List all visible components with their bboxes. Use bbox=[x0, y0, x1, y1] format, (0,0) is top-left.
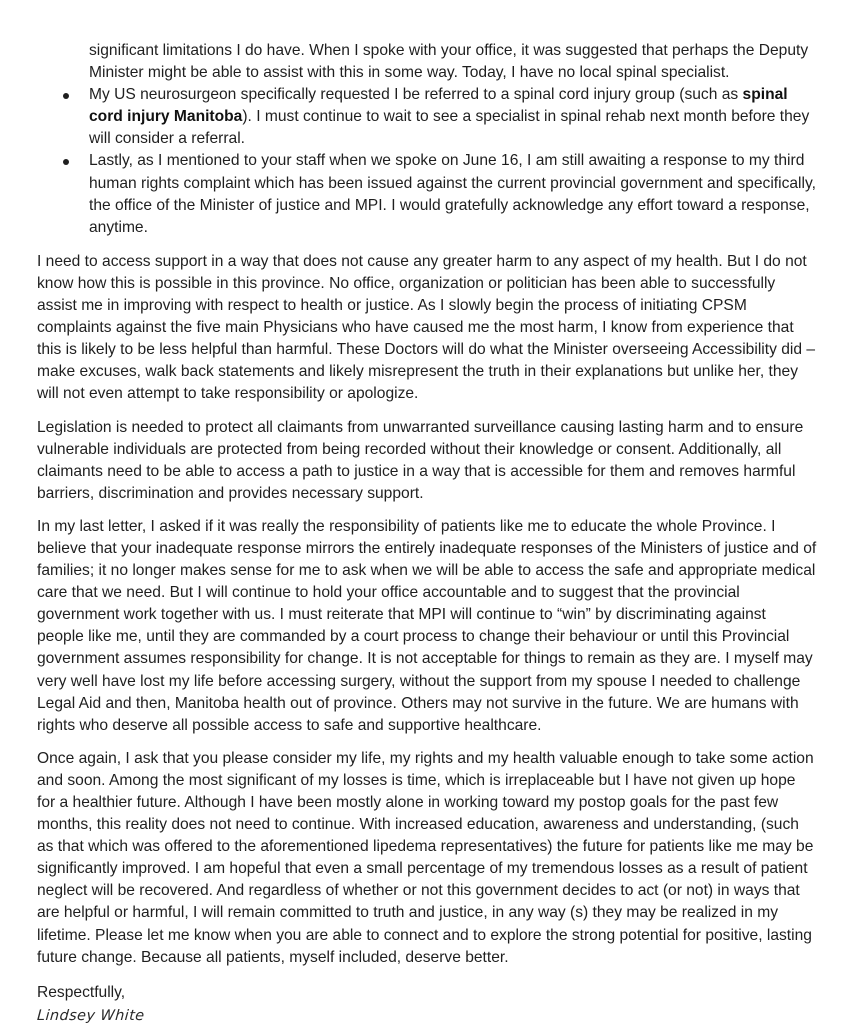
closing-salutation: Respectfully, bbox=[37, 983, 126, 1001]
bullet-item-continuation bbox=[37, 40, 817, 84]
bullet-dot-icon bbox=[63, 93, 69, 99]
signature: Lindsey White bbox=[36, 1007, 146, 1024]
bullet-bold-text: spinal cord injury Manitoba bbox=[89, 86, 788, 126]
bullet-text: My US neurosurgeon specifically requested I be referred to a spinal cord injury group (such as bbox=[89, 86, 743, 104]
bullet-item-human-rights bbox=[37, 150, 817, 238]
paragraph-legislation: Legislation is needed to protect all claimants from unwarranted surveillance causing lasting harm and to ensure vulnerable individuals are protected from being recorded without their knowledge or consent. Additionally, all claimants need to be able to access a path to justice in a way that is accessible for them and removes harmful barriers, discrimination and provides necessary support. bbox=[37, 418, 804, 502]
bullet-dot-icon bbox=[63, 159, 69, 165]
bullet-text: significant limitations I do have. When I spoke with your office, it was suggested that perhaps the Deputy Minister might be able to assist with this in some way. Today, I have no local spinal specialist. bbox=[89, 42, 809, 82]
paragraph-last-letter: In my last letter, I asked if it was really the responsibility of patients like me to educate the whole Province. I believe that your inadequate response mirrors the entirely inadequate responses of the Ministers of justice and of families; it no longer makes sense for me to ask when we will be able to access the safe and appropriate medical care that we need. But I will continue to hold your office accountable and to suggest that the provincial government work together with us. I must reiterate that MPI will continue to “win” by discriminating against people like me, until they are commanded by a court process to change their behaviour or until this Provincial government assumes responsibility for change. It is not acceptable for things to remain as they are. I myself may very well have lost my life before accessing surgery, without the support from my spouse I needed to challenge Legal Aid and then, Manitoba health out of province. Others may not survive in the future. We are humans with rights who deserve all possible access to safe and supportive healthcare. bbox=[37, 517, 817, 734]
letter-page bbox=[37, 40, 817, 1027]
bullet-text-after: ). I must continue to wait to see a specialist in spinal rehab next month before they will consider a referral. bbox=[89, 108, 810, 148]
paragraph-once-again: Once again, I ask that you please consider my life, my rights and my health valuable enough to take some action and soon. Among the most significant of my losses is time, which is irreplaceable but I have not given up hope for a healthier future. Although I have been mostly alone in working toward my postop goals for the past few months, this reality does not need to continue. With increased education, awareness and understanding, (such as that which was offered to the aforementioned lipedema representatives) the future for patients like me may be significantly improved. I am hopeful that even a small percentage of my tremendous losses as a result of patient neglect will be recovered. And regardless of whether or not this government decides to act (or not) in ways that are helpful or harmful, I will remain committed to truth and justice, in any way (s) they may be realized in my lifetime. Please let me know when you are able to connect and to explore the strong potential for positive, lasting future change. Because all patients, myself included, deserve better. bbox=[37, 749, 814, 966]
bullet-list bbox=[37, 40, 817, 239]
paragraph-access-support: I need to access support in a way that does not cause any greater harm to any aspect of my health. But I do not know how this is possible in this province. No office, organization or politician has been able to successfully assist me in improving with respect to health or justice. As I slowly begin the process of initiating CPSM complaints against the five main Physicians who have caused me the most harm, I know from experience that this is likely to be less helpful than harmful. These Doctors will do what the Minister overseeing Accessibility did – make excuses, walk back statements and likely misrepresent the truth in their explanations but unlike her, they will not even attempt to take responsibility or apologize. bbox=[37, 252, 816, 403]
bullet-item-neurosurgeon bbox=[37, 84, 817, 150]
bullet-text: Lastly, as I mentioned to your staff when we spoke on June 16, I am still awaiting a response to my third human rights complaint which has been issued against the current provincial government and specifically, the office of the Minister of justice and MPI. I would gratefully acknowledge any effort toward a response, anytime. bbox=[89, 152, 816, 236]
